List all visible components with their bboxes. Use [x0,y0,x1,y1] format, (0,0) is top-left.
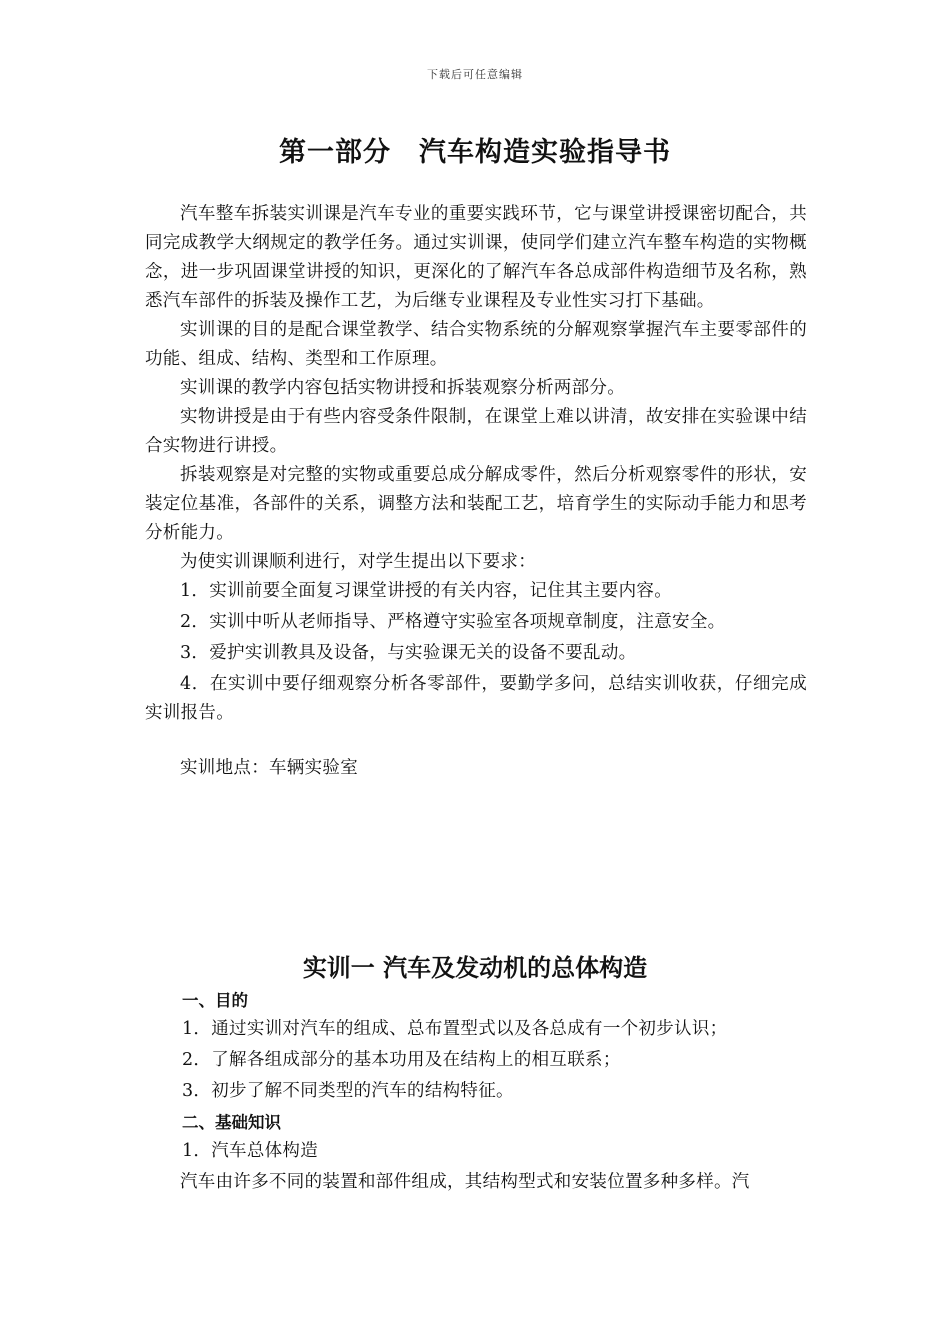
section-body [145,986,807,1197]
purpose-item: 1．通过实训对汽车的组成、总布置型式以及各总成有一个初步认识； [182,1019,728,1039]
requirement-item: 3．爱护实训教具及设备，与实验课无关的设备不要乱动。 [180,643,637,663]
requirement-item: 4．在实训中要仔细观察分析各零部件，要勤学多问，总结实训收获，仔细完成实训报告。 [145,674,807,723]
intro-paragraph: 汽车整车拆装实训课是汽车专业的重要实践环节，它与课堂讲授课密切配合，共同完成教学大纲规定的教学任务。通过实训课，使同学们建立汽车整车构造的实物概念，进一步巩固课堂讲授的知识，更深化的了解汽车各总成部件构造细节及名称，熟悉汽车部件的拆装及操作工艺，为后继专业课程及专业性实习打下基础。 [145,204,807,311]
intro-body [145,200,807,783]
basics-item: 1．汽车总体构造 [182,1141,319,1161]
purpose-item: 2．了解各组成部分的基本功用及在结构上的相互联系； [182,1050,621,1070]
intro-paragraph: 实物讲授是由于有些内容受条件限制，在课堂上难以讲清，故安排在实验课中结合实物进行讲授。 [145,407,807,456]
intro-paragraph: 实训课的目的是配合课堂教学、结合实物系统的分解观察掌握汽车主要零部件的功能、组成、结构、类型和工作原理。 [145,320,807,369]
requirement-item: 2．实训中听从老师指导、严格遵守实验室各项规章制度，注意安全。 [180,612,726,632]
purpose-item: 3．初步了解不同类型的汽车的结构特征。 [182,1081,514,1101]
section-title: 实训一 汽车及发动机的总体构造 [302,954,648,982]
basics-paragraph: 汽车由许多不同的装置和部件组成，其结构型式和安装位置多种多样。汽 [180,1172,750,1192]
intro-paragraph: 为使实训课顺利进行，对学生提出以下要求： [180,552,536,572]
requirement-item: 1．实训前要全面复习课堂讲授的有关内容，记住其主要内容。 [180,581,673,601]
document-title: 第一部分 汽车构造实验指导书 [279,137,671,168]
header-note: 下载后可任意编辑 [427,68,523,81]
intro-paragraph: 拆装观察是对完整的实物或重要总成分解成零件，然后分析观察零件的形状，安装定位基准，各部件的关系，调整方法和装配工艺，培育学生的实际动手能力和思考分析能力。 [145,465,807,543]
purpose-heading: 一、目的 [182,991,248,1010]
basics-heading: 二、基础知识 [182,1113,281,1132]
intro-paragraph: 实训课的教学内容包括实物讲授和拆装观察分析两部分。 [180,378,625,398]
training-location: 实训地点：车辆实验室 [180,758,358,778]
